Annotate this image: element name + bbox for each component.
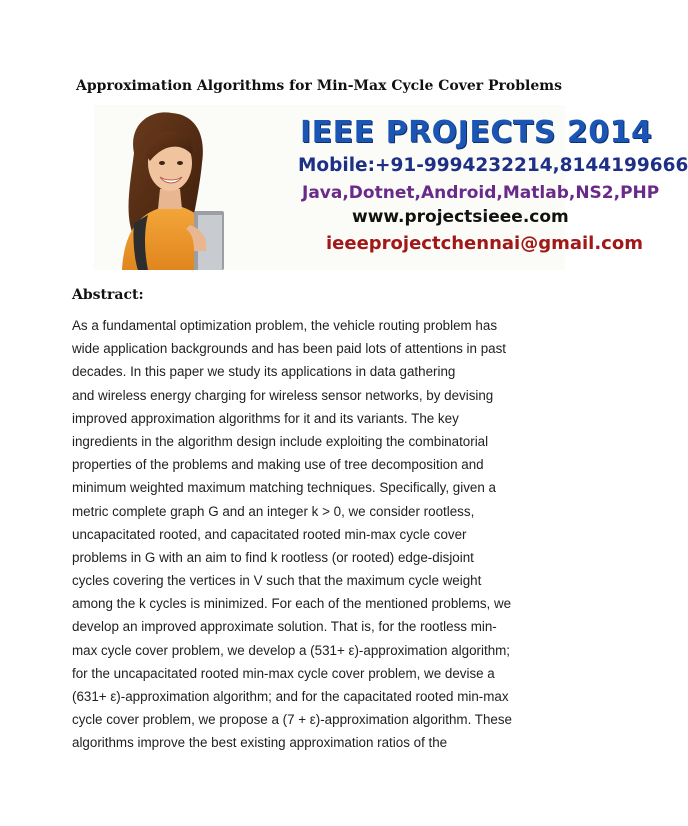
abstract-line: for the uncapacitated rooted min-max cycle cover problem, we devise a: [72, 665, 495, 681]
abstract-line: properties of the problems and making use of tree decomposition and: [72, 457, 484, 473]
abstract-line: metric complete graph G and an integer k > 0, we consider rootless,: [72, 503, 475, 519]
abstract-line: cycle cover problem, we propose a (7 + ε)-approximation algorithm. These: [72, 712, 513, 728]
abstract-line: algorithms improve the best existing approximation ratios of the: [72, 735, 448, 751]
abstract-body: [72, 314, 572, 755]
banner-title: IEEE PROJECTS 2014: [300, 115, 653, 150]
abstract-line: ingredients in the algorithm design include exploiting the combinatorial: [72, 433, 489, 449]
abstract-line: improved approximation algorithms for it and its variants. The key: [72, 410, 459, 426]
banner-technologies: Java,Dotnet,Android,Matlab,NS2,PHP: [302, 183, 660, 203]
page-title: Approximation Algorithms for Min-Max Cycle Cover Problems: [76, 78, 562, 94]
banner-mobile: Mobile:+91-9994232214,8144199666: [298, 155, 688, 176]
abstract-line: wide application backgrounds and has been paid lots of attentions in past: [72, 341, 507, 357]
promo-banner: [94, 105, 688, 270]
abstract-heading: Abstract:: [72, 287, 144, 303]
abstract-line: (631+ ε)-approximation algorithm; and for the capacitated rooted min-max: [72, 689, 509, 704]
banner-website: www.projectsieee.com: [352, 207, 569, 227]
abstract-line: among the k cycles is minimized. For each of the mentioned problems, we: [72, 596, 512, 612]
abstract-line: problems in G with an aim to find k rootless (or rooted) edge-disjoint: [72, 549, 474, 565]
abstract-line: max cycle cover problem, we develop a (531+ ε)-approximation algorithm;: [72, 642, 511, 658]
abstract-line: cycles covering the vertices in V such that the maximum cycle weight: [72, 573, 482, 589]
abstract-line: and wireless energy charging for wireless sensor networks, by devising: [72, 387, 494, 403]
abstract-line: decades. In this paper we study its applications in data gathering: [72, 364, 456, 380]
abstract-line: As a fundamental optimization problem, the vehicle routing problem has: [72, 318, 498, 333]
banner-email: ieeeprojectchennai@gmail.com: [326, 233, 643, 254]
banner-text-block: [202, 105, 688, 270]
abstract-line: uncapacitated rooted, and capacitated rooted min-max cycle cover: [72, 526, 467, 542]
abstract-line: develop an improved approximate solution. That is, for the rootless min-: [72, 619, 497, 635]
abstract-line: minimum weighted maximum matching techniques. Specifically, given a: [72, 480, 496, 496]
